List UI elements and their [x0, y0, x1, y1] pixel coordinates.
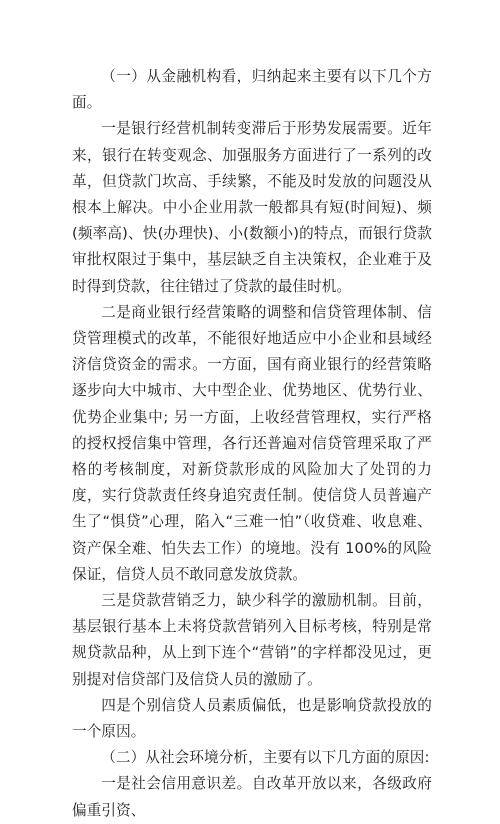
paragraph-credit-awareness: 一是社会信用意识差。自改革开放以来，各级政府偏重引资、: [72, 775, 432, 819]
section-heading-social-environment: （二）从社会环境分析，主要有以下几方面的原因:: [101, 749, 430, 767]
paragraph-bank-mechanism: 一是银行经营机制转变滞后于形势发展需要。近年来，银行在转变观念、加强服务方面进行了一系列的改革，但贷款门坎高、手续繁，不能及时发放的问题没从根本上解决。中小企业用款一般都具有短(时间短)、频(频率高)、快(办理快)、小(数额小)的特点，而银行贷款审批权限过于集中，基层缺乏自主决策权，企业难于及时得到贷款，往往错过了贷款的最佳时机。: [72, 120, 432, 295]
section-heading-financial-institutions: （一）从金融机构看，归纳起来主要有以下几个方面。: [72, 68, 432, 112]
document-body: [72, 64, 432, 824]
paragraph-loan-marketing: 三是贷款营销乏力，缺少科学的激励机制。目前，基层银行基本上未将贷款营销列入目标考核，特别是常规贷款品种，从上到下连个“营销”的字样都没见过，更别提对信贷部门及信贷人员的激励了。: [72, 592, 432, 688]
paragraph-staff-quality: 四是个别信贷人员素质偏低，也是影响贷款投放的一个原因。: [72, 696, 432, 741]
paragraph-commercial-bank-strategy: 二是商业银行经营策略的调整和信贷管理体制、信贷管理模式的改革，不能很好地适应中小企业和县域经济信贷资金的需求。一方面，国有商业银行的经营策略逐步向大中城市、大中型企业、优势地区、优势行业、优势企业集中; 另一方面，上收经营管理权，实行严格的授权授信集中管理，各行还普遍对信贷管理采取了严格的考核制度，对新贷款形成的风险加大了处罚的力度，实行贷款责任终身追究责任制。使信贷人员普遍产生了“惧贷”心理，陷入“三难一怕”（收贷难、收息难、资产保全难、怕失去工作）的境地。没有 100%的风险保证，信贷人员不敢同意发放贷款。: [72, 303, 432, 583]
